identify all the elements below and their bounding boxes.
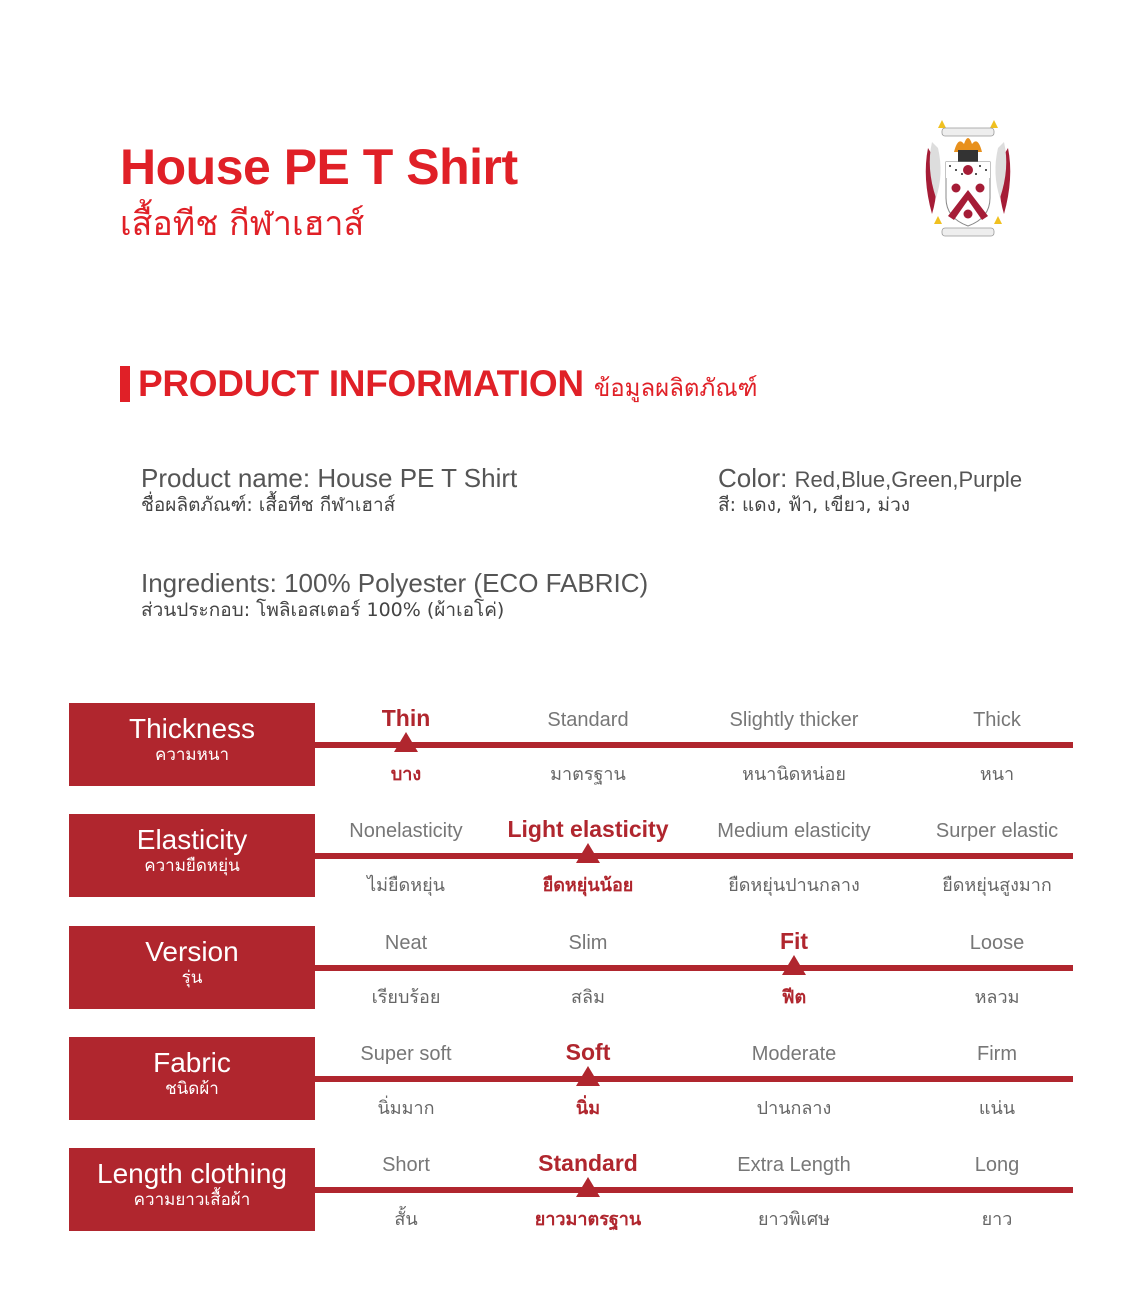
attribute-row: [69, 703, 1073, 786]
option-label-th: ไม่ยืดหยุ่น: [367, 875, 445, 896]
option-label-en: Moderate: [751, 1043, 837, 1065]
scale-option: [301, 926, 511, 1009]
attribute-label-box: [69, 1148, 315, 1231]
attribute-label-box: [69, 703, 315, 786]
attribute-label-th: ความยาวเสื้อผ้า: [133, 1189, 251, 1210]
attribute-row: [69, 1037, 1073, 1120]
option-label-en: Neat: [384, 932, 428, 954]
scale-option-selected: [483, 1037, 693, 1120]
option-label-en: Slightly thicker: [729, 709, 859, 731]
page-subtitle-thai: เสื้อทีช กีฬาเฮาส์: [120, 204, 365, 244]
school-crest-logo: [920, 118, 1016, 244]
option-label-th: ฟีต: [781, 987, 807, 1008]
scale-option-selected: [483, 1148, 693, 1231]
attribute-label-th: รุ่น: [181, 967, 203, 988]
page-title: House PE T Shirt: [120, 139, 518, 195]
option-label-th: ยืดหยุ่นปานกลาง: [728, 875, 860, 896]
scale-option: [301, 1148, 511, 1231]
option-label-th: หนา: [979, 764, 1015, 785]
attribute-label-th: ชนิดผ้า: [165, 1078, 219, 1099]
scale-option: [301, 814, 511, 897]
triangle-marker-icon: [576, 1066, 600, 1086]
attribute-label-en: Thickness: [128, 713, 256, 744]
section-title-en: PRODUCT INFORMATION: [138, 363, 584, 404]
attribute-label-box: [69, 814, 315, 897]
scale-option: [892, 814, 1102, 897]
color-thai: สี: แดง, ฟ้า, เขียว, ม่วง: [718, 493, 911, 516]
scale-option: [301, 1037, 511, 1120]
scale-option: [483, 926, 693, 1009]
scale-option: [892, 926, 1102, 1009]
scale-option: [483, 703, 693, 786]
attribute-label-box: [69, 1037, 315, 1120]
attribute-label-en: Fabric: [153, 1047, 231, 1078]
option-label-th: หนานิดหน่อย: [742, 764, 846, 785]
attribute-row: [69, 926, 1073, 1009]
scale-option: [689, 1148, 899, 1231]
option-label-th: ปานกลาง: [756, 1098, 832, 1119]
product-name-label: Product name:: [141, 463, 311, 493]
color-block: [718, 464, 1022, 517]
scale-option: [689, 814, 899, 897]
option-label-th: บาง: [390, 764, 422, 785]
option-label-en: Short: [382, 1154, 430, 1176]
option-label-en: Soft: [565, 1039, 611, 1065]
option-label-th: ยืดหยุ่นสูงมาก: [942, 875, 1052, 896]
product-name-value: House PE T Shirt: [317, 463, 518, 493]
triangle-marker-icon: [576, 1177, 600, 1197]
scale-option-selected: [689, 926, 899, 1009]
section-title-th: ข้อมูลผลิตภัณฑ์: [593, 373, 758, 402]
option-label-th: สลิม: [571, 987, 605, 1008]
attribute-row: [69, 814, 1073, 897]
scale-option: [892, 1037, 1102, 1120]
ingredients-value: Ingredients: 100% Polyester (ECO FABRIC): [141, 568, 649, 598]
option-label-en: Extra Length: [737, 1154, 851, 1176]
option-label-th: ยืดหยุ่นน้อย: [542, 875, 634, 896]
attribute-label-en: Elasticity: [136, 824, 248, 855]
attribute-label-en: Length clothing: [97, 1158, 287, 1189]
scale-option: [892, 1148, 1102, 1231]
option-label-th: ยาวมาตรฐาน: [534, 1209, 642, 1230]
attribute-row: [69, 1148, 1073, 1231]
option-label-en: Thin: [381, 705, 431, 731]
scale-option-selected: [483, 814, 693, 897]
option-label-th: ยาวพิเศษ: [757, 1209, 831, 1230]
option-label-th: แน่น: [978, 1098, 1016, 1119]
product-name-block: [141, 464, 517, 517]
option-label-en: Loose: [969, 932, 1025, 954]
attribute-label-box: [69, 926, 315, 1009]
triangle-marker-icon: [576, 843, 600, 863]
option-label-en: Slim: [568, 932, 608, 954]
option-label-th: นิ่ม: [575, 1098, 601, 1119]
scale-option-selected: [301, 703, 511, 786]
scale-option: [689, 1037, 899, 1120]
option-label-en: Super soft: [360, 1043, 452, 1065]
option-label-th: นิ่มมาก: [377, 1098, 435, 1119]
attribute-label-th: ความหนา: [154, 744, 230, 765]
triangle-marker-icon: [394, 732, 418, 752]
option-label-th: มาตรฐาน: [550, 764, 626, 785]
attribute-label-en: Version: [145, 936, 239, 967]
ingredients-thai: ส่วนประกอบ: โพลิเอสเตอร์ 100% (ผ้าเอโค่): [141, 598, 505, 621]
option-label-en: Fit: [779, 928, 809, 954]
attribute-label-th: ความยืดหยุ่น: [144, 855, 240, 876]
option-label-en: Long: [974, 1154, 1020, 1176]
ingredients-block: [141, 569, 648, 622]
option-label-th: ยาว: [981, 1209, 1013, 1230]
scale-option: [892, 703, 1102, 786]
option-label-en: Surper elastic: [935, 820, 1059, 842]
section-header-product-information: [120, 364, 758, 404]
product-name-thai: ชื่อผลิตภัณฑ์: เสื้อทีช กีฬาเฮาส์: [141, 493, 396, 516]
option-label-en: Standard: [538, 1150, 638, 1176]
triangle-marker-icon: [782, 955, 806, 975]
option-label-en: Medium elasticity: [717, 820, 871, 842]
scale-option: [689, 703, 899, 786]
option-label-th: เรียบร้อย: [371, 987, 441, 1008]
color-label: Color:: [718, 463, 788, 493]
option-label-en: Nonelasticity: [349, 820, 463, 842]
option-label-th: สั้น: [394, 1209, 418, 1230]
section-accent-bar: [120, 366, 130, 402]
color-value: Red,Blue,Green,Purple: [794, 467, 1023, 492]
option-label-th: หลวม: [974, 987, 1020, 1008]
option-label-en: Firm: [977, 1043, 1017, 1065]
option-label-en: Light elasticity: [507, 816, 669, 842]
option-label-en: Standard: [547, 709, 629, 731]
option-label-en: Thick: [973, 709, 1021, 731]
